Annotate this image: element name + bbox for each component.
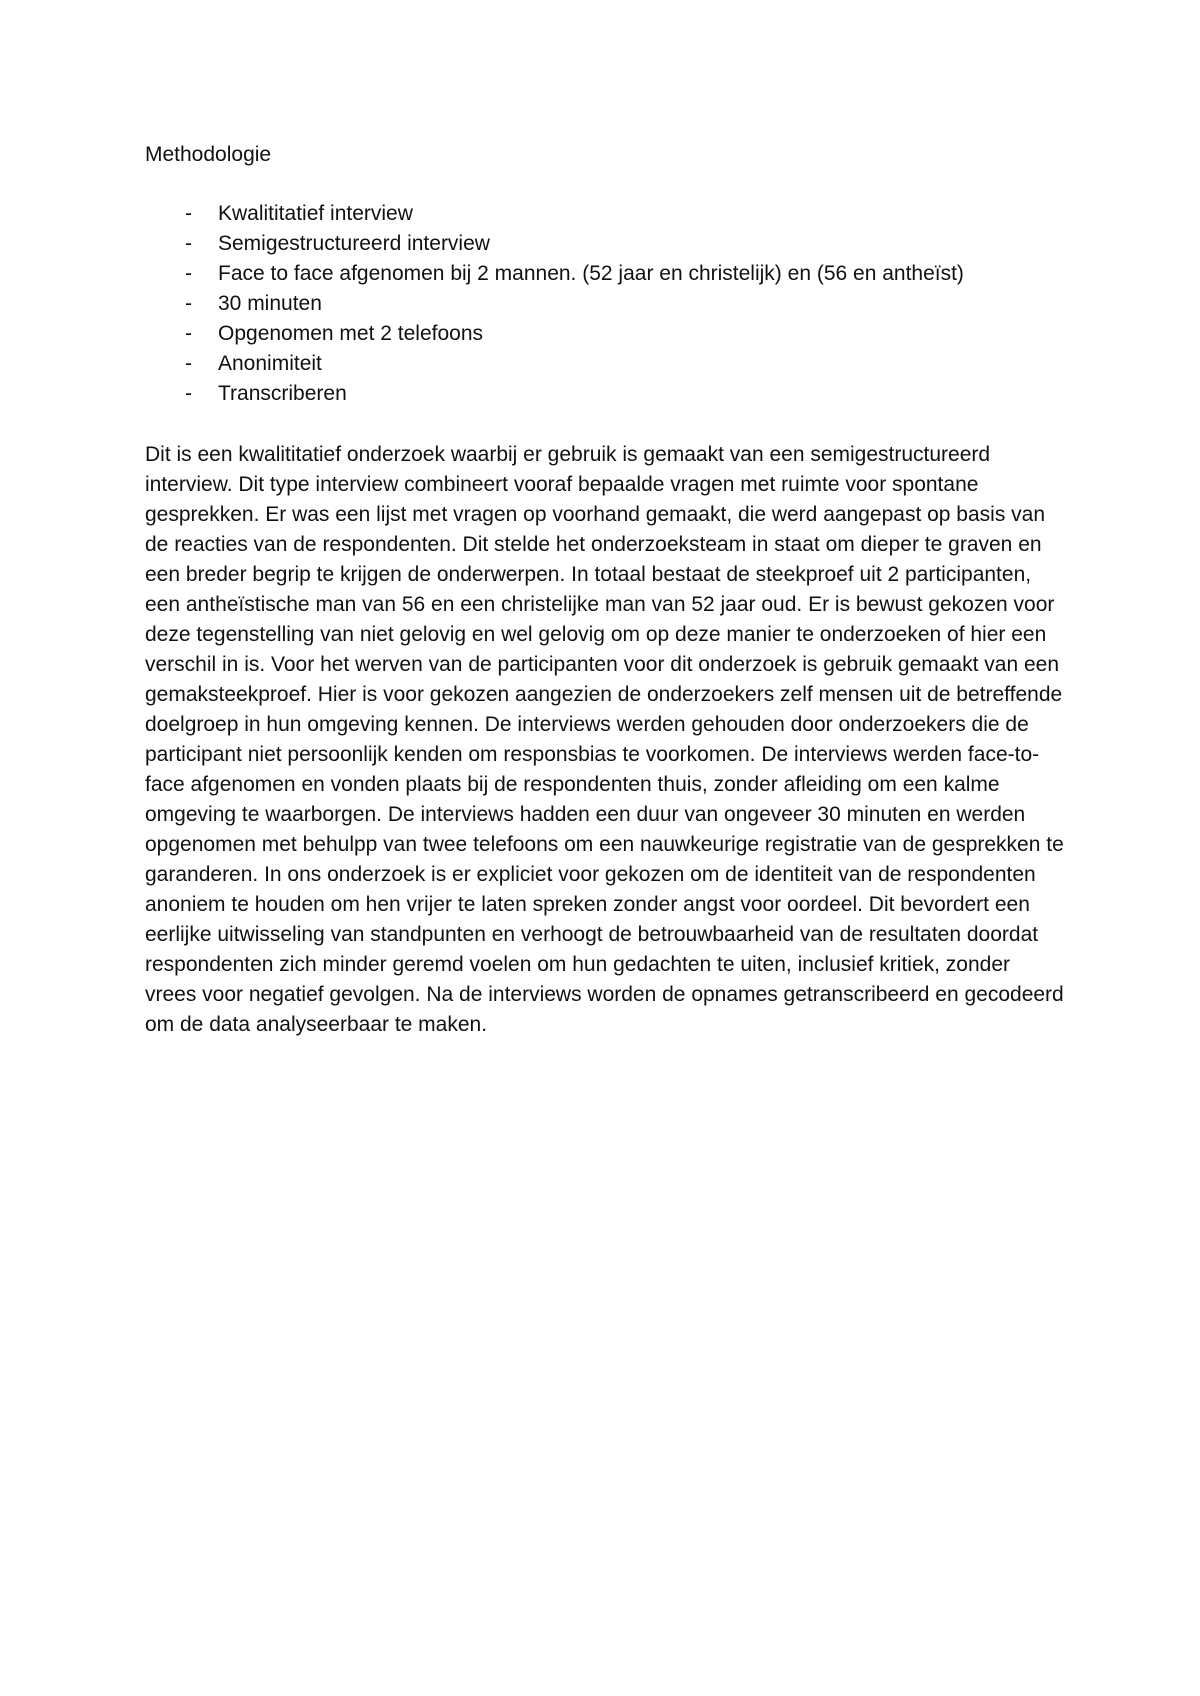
list-item xyxy=(145,319,1065,349)
body-paragraph: Dit is een kwalititatief onderzoek waarbij er gebruik is gemaakt van een semigestructureerd interview. Dit type interview combineert vooraf bepaalde vragen met ruimte voor spontane gesprekken. Er was een lijst met vragen op voorhand gemaakt, die werd aangepast op basis van de reacties van de respondenten. Dit stelde het onderzoeksteam in staat om dieper te graven en een breder begrip te krijgen de onderwerpen. In totaal bestaat de steekproef uit 2 participanten, een antheïstische man van 56 en een christelijke man van 52 jaar oud. Er is bewust gekozen voor deze tegenstelling van niet gelovig en wel gelovig om op deze manier te onderzoeken of hier een verschil in is. Voor het werven van de participanten voor dit onderzoek is gebruik gemaakt van een gemaksteekproef. Hier is voor gekozen aangezien de onderzoekers zelf mensen uit de betreffende doelgroep in hun omgeving kennen. De interviews werden gehouden door onderzoekers die de participant niet persoonlijk kenden om responsbias te voorkomen. De interviews werden face-to-face afgenomen en vonden plaats bij de respondenten thuis, zonder afleiding om een kalme omgeving te waarborgen. De interviews hadden een duur van ongeveer 30 minuten en werden opgenomen met behulpp van twee telefoons om een nauwkeurige registratie van de gesprekken te garanderen. In ons onderzoek is er expliciet voor gekozen om de identiteit van de respondenten anoniem te houden om hen vrijer te laten spreken zonder angst voor oordeel. Dit bevordert een eerlijke uitwisseling van standpunten en verhoogt de betrouwbaarheid van de resultaten doordat respondenten zich minder geremd voelen om hun gedachten te uiten, inclusief kritiek, zonder vrees voor negatief gevolgen. Na de interviews worden de opnames getranscribeerd en gecodeerd om de data analyseerbaar te maken. xyxy=(145,443,1064,1036)
list-item-text: Opgenomen met 2 telefoons xyxy=(218,322,484,345)
list-item-text: Face to face afgenomen bij 2 mannen. (52 jaar en christelijk) en (56 en antheïst) xyxy=(218,262,964,285)
bullet-dash: - xyxy=(185,262,192,285)
list-item xyxy=(145,199,1065,229)
document-page xyxy=(145,140,1065,1040)
page-title: Methodologie xyxy=(145,143,272,166)
list-item xyxy=(145,349,1065,379)
list-item xyxy=(145,289,1065,319)
bullet-dash: - xyxy=(185,202,192,225)
bullet-dash: - xyxy=(185,352,192,375)
list-item-text: Kwalititatief interview xyxy=(218,202,413,225)
list-item-text: Anonimiteit xyxy=(218,352,322,375)
list-item-text: 30 minuten xyxy=(218,292,322,315)
bullet-dash: - xyxy=(185,382,192,405)
list-item-text: Transcriberen xyxy=(218,382,347,405)
bullet-dash: - xyxy=(185,292,192,315)
methodology-list xyxy=(145,199,1065,409)
list-item-text: Semigestructureerd interview xyxy=(218,232,490,255)
bullet-dash: - xyxy=(185,322,192,345)
list-item xyxy=(145,259,1065,289)
list-item xyxy=(145,379,1065,409)
bullet-dash: - xyxy=(185,232,192,255)
list-item xyxy=(145,229,1065,259)
